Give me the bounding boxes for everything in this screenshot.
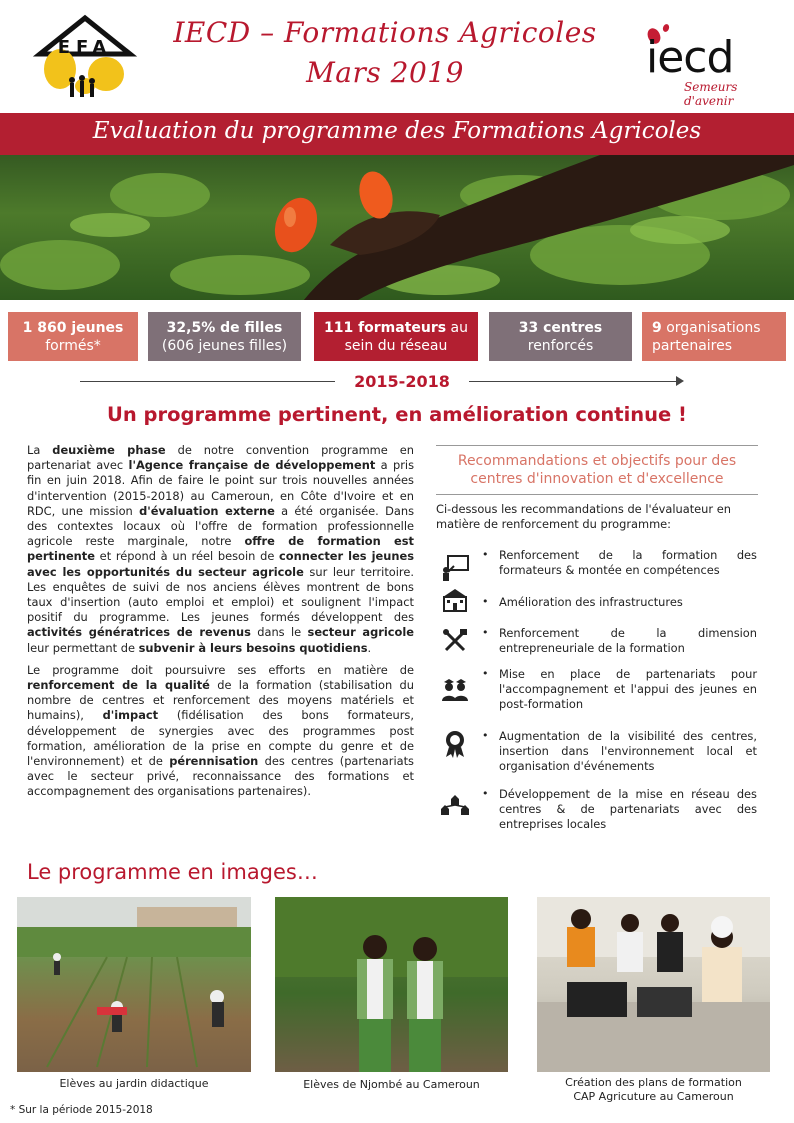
school-building-icon: [440, 585, 470, 615]
banner-title: Evaluation du programme des Formations Agricoles: [92, 118, 702, 144]
efa-logo: [30, 14, 140, 104]
emphasis-text: deuxième phase: [52, 443, 166, 457]
recommendation-text: Renforcement de la dimension entrepreneuriale de la formation: [499, 626, 757, 656]
recommendations-title: [436, 452, 758, 488]
stat-value: 111 formateurs: [323, 319, 447, 336]
bullet: •: [482, 667, 489, 680]
iecd-logo-text: iecd: [646, 32, 734, 83]
bullet: •: [482, 626, 489, 639]
body-text: sur leur territoire. Les enquêtes de suivi de nos anciens élèves montrent de bons taux d'insertion (auto emploi et emploi) et soulignent l'impact positif du programme. Les jeunes formés développent des: [27, 564, 414, 625]
body-text: leur permettant de: [27, 640, 139, 655]
recommendation-text: Développement de la mise en réseau des centres & de partenariats avec des entreprises locales: [499, 787, 757, 832]
recommendation-text: Augmentation de la visibilité des centres, insertion dans l'environnement local et organisation d'événements: [499, 729, 757, 774]
iecd-tagline: Semeurs d'avenir: [684, 80, 738, 108]
stat-value: 9: [652, 319, 662, 336]
divider: [436, 445, 758, 446]
timeline-line: [469, 381, 679, 382]
body-text: et répond à un réel besoin de: [94, 549, 280, 564]
stat-trainers: [314, 312, 478, 361]
body-text: a pris fin en juin 2018. Afin de faire le point sur trois nouvelles années d'intervention (2015-2018) au Cameroun, en Côte d'Ivoire et en RDC, une mission: [27, 458, 415, 518]
stat-inline: au: [446, 319, 469, 336]
program-description: [27, 443, 414, 807]
stat-label: renforcés: [527, 337, 594, 354]
footnote: * Sur la période 2015-2018: [10, 1104, 153, 1116]
efa-logo-text: EFA: [57, 37, 113, 58]
hero-photo-peppers: [0, 155, 794, 300]
body-text: Le programme doit poursuivre ses efforts en matière de: [27, 662, 414, 677]
photo-training-plan-workshop: [537, 897, 770, 1072]
paragraph-phase-evaluation: [27, 443, 414, 656]
caption-line: CAP Agricuture au Cameroun: [573, 1090, 734, 1103]
award-ribbon-icon: [440, 729, 470, 759]
emphasis-text: subvenir à leurs besoins quotidiens: [138, 640, 368, 655]
network-icon: [440, 791, 470, 821]
stat-label: sein du réseau: [344, 337, 448, 354]
recommendation-text: Renforcement de la formation des formateurs & montée en compétences: [499, 548, 757, 578]
stat-value: 33 centres: [518, 319, 603, 336]
emphasis-text: renforcement de la qualité: [27, 678, 210, 693]
stat-inline: organisations: [661, 319, 761, 336]
recommendation-text: Mise en place de partenariats pour l'accompagnement et l'appui des jeunes en post-formation: [499, 667, 757, 712]
recommendations-title-line: Recommandations et objectifs pour des: [457, 453, 737, 469]
iecd-logo: [636, 18, 786, 108]
paragraph-next-steps: [27, 663, 414, 800]
stat-value: 1 860 jeunes: [22, 319, 124, 336]
photo-caption: [275, 1078, 508, 1092]
emphasis-text: d'impact: [102, 708, 159, 723]
photo-caption: [537, 1076, 770, 1104]
stat-value: 32,5% de filles: [166, 319, 283, 336]
emphasis-text: activités génératrices de revenus: [27, 625, 251, 640]
emphasis-text: l'Agence française de développement: [128, 458, 376, 473]
main-heading: Un programme pertinent, en amélioration continue !: [107, 403, 687, 426]
photo-njombe-students: [275, 897, 508, 1072]
bullet: •: [482, 729, 489, 742]
caption-line: Elèves de Njombé au Cameroun: [303, 1078, 480, 1091]
timeline-line: [80, 381, 335, 382]
body-text: La: [27, 443, 53, 457]
timeline-period: 2015-2018: [354, 372, 450, 391]
body-text: des centres (partenariats avec le secteur privé, reconnaissance des formations et accompagnement des organisations partenaires).: [27, 754, 414, 799]
body-text: (fidélisation des bons formateurs, développement de synergies avec des programmes post formation, amélioration de la prise en compte du genre et de l'environnement) et de: [27, 708, 414, 769]
recommendations-title-line: centres d'innovation et d'excellence: [470, 471, 724, 487]
stat-youth-trained: [8, 312, 138, 361]
teaching-board-icon: [440, 552, 470, 582]
caption-line: Création des plans de formation: [565, 1076, 742, 1089]
header-title: IECD – Formations Agricoles: [173, 16, 597, 49]
caption-line: Elèves au jardin didactique: [59, 1077, 209, 1090]
timeline-arrow-icon: [676, 376, 684, 386]
emphasis-text: pérennisation: [169, 754, 259, 769]
bullet: •: [482, 548, 489, 561]
images-section-heading: Le programme en images…: [27, 860, 318, 884]
photo-school-garden: [17, 897, 251, 1072]
body-text: de notre convention programme en partenariat avec: [27, 443, 414, 473]
recommendation-text: Amélioration des infrastructures: [499, 595, 683, 609]
stat-label: (606 jeunes filles): [161, 337, 288, 354]
body-text: dans le: [250, 625, 308, 640]
body-text: a été organisée. Dans des contextes locaux où l'offre de formation professionnelle agricole reste marginale, notre: [27, 503, 414, 549]
body-text: de la formation (stabilisation du nombre de centres et renforcement des moyens matériels et humains),: [27, 678, 414, 723]
bullet: •: [482, 787, 489, 800]
stat-girls-share: [148, 312, 301, 361]
emphasis-text: d'évaluation externe: [139, 503, 275, 518]
photo-caption: [17, 1077, 251, 1091]
emphasis-text: offre de formation est pertinente: [27, 534, 414, 564]
bullet: •: [482, 595, 489, 608]
emphasis-text: secteur agricole: [307, 625, 414, 640]
emphasis-text: connecter les jeunes avec les opportunités du secteur agricole: [27, 549, 414, 579]
recommendations-intro: Ci-dessous les recommandations de l'évaluateur en matière de renforcement du programme:: [436, 502, 731, 531]
tools-icon: [440, 626, 470, 656]
graduates-icon: [440, 675, 470, 705]
stat-centers: [489, 312, 632, 361]
stat-partner-orgs: [642, 312, 786, 361]
body-text: .: [367, 640, 372, 655]
stat-label: partenaires: [652, 337, 733, 354]
divider: [436, 494, 758, 495]
stat-label: formés*: [45, 337, 101, 354]
header-date: Mars 2019: [306, 56, 464, 89]
